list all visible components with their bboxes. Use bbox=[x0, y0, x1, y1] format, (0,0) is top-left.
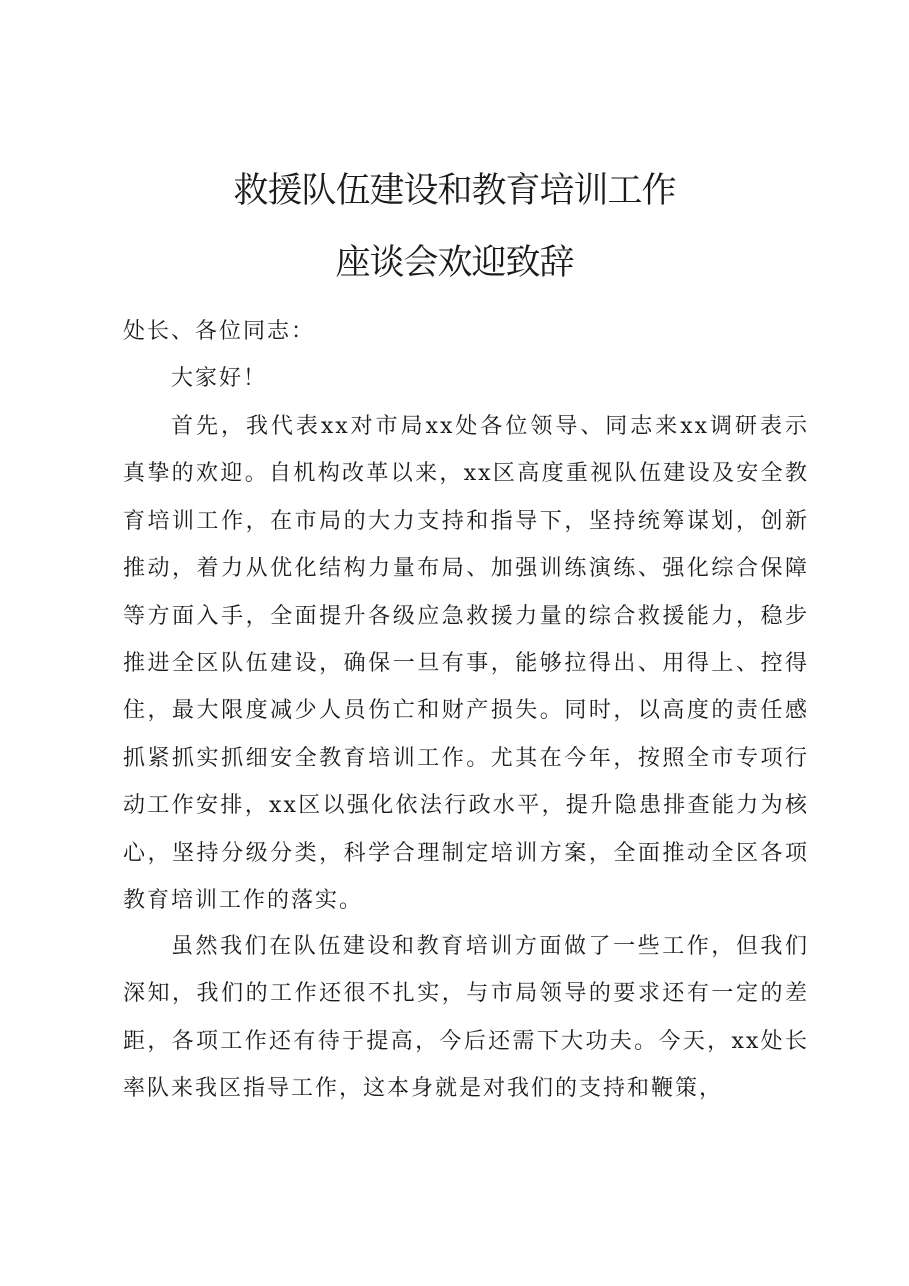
body-paragraph-1: 首先，我代表xx对市局xx处各位领导、同志来xx调研表示真挚的欢迎。自机构改革以来，xx区高度重视队伍建设及安全教育培训工作，在市局的大力支持和指导下，坚持统筹谋划，创新推动，着力从优化结构力量布局、加强训练演练、强化综合保障等方面入手，全面提升各级应急救援力量的综合救援能力，稳步推进全区队伍建设，确保一旦有事，能够拉得出、用得上、控得住，最大限度减少人员伤亡和财产损失。同时，以高度的责任感抓紧抓实抓细安全教育培训工作。尤其在今年，按照全市专项行动工作安排，xx区以强化依法行政水平，提升隐患排查能力为核心，坚持分级分类，科学合理制定培训方案，全面推动全区各项教育培训工作的落实。 bbox=[123, 414, 809, 914]
greeting: 大家好！ bbox=[171, 366, 268, 391]
document-title-line-2: 座谈会欢迎致辞 bbox=[335, 243, 574, 283]
salutation: 处长、各位同志： bbox=[123, 319, 316, 344]
document-title-line-1: 救援队伍建设和教育培训工作 bbox=[233, 171, 676, 211]
body-paragraph-2: 虽然我们在队伍建设和教育培训方面做了一些工作，但我们深知，我们的工作还很不扎实，与市局领导的要求还有一定的差距，各项工作还有待于提高，今后还需下大功夫。今天，xx处长率队来我区指导工作，这本身就是对我们的支持和鞭策， bbox=[123, 934, 809, 1102]
